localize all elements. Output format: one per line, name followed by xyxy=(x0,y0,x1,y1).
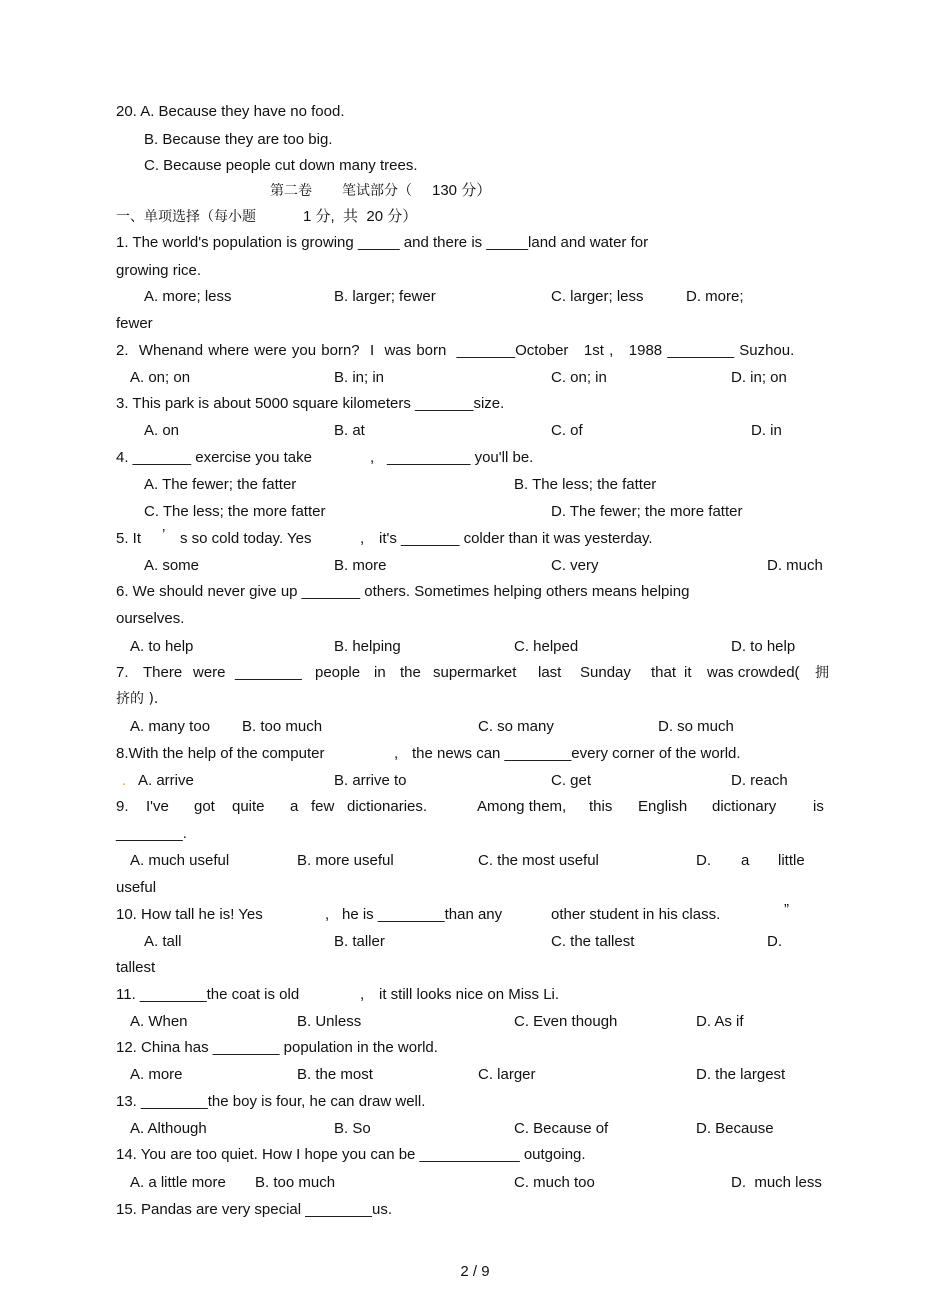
q13-option-d: D. Because xyxy=(696,1120,774,1137)
q5-option-a: A. some xyxy=(144,557,200,574)
q10-option-c: C. the tallest xyxy=(551,933,635,950)
q11-option-a: A. When xyxy=(130,1013,188,1030)
q4-stem-cont: __________ you'll be. xyxy=(387,449,534,466)
q6-stem: 6. We should never give up _______ others. Sometimes helping others means helping xyxy=(116,583,690,600)
q12-option-b: B. the most xyxy=(297,1066,373,1083)
q13-option-a: A. Although xyxy=(130,1120,207,1137)
q4-option-b: B. The less; the fatter xyxy=(514,476,657,493)
q11-stem-comma: , xyxy=(360,986,365,1003)
q9-word: English xyxy=(638,798,688,815)
q9-word: this xyxy=(589,798,613,815)
q1-option-d: D. more; xyxy=(686,288,744,305)
q15-stem: 15. Pandas are very special ________us. xyxy=(116,1201,393,1218)
q7-word: 拥 xyxy=(815,665,829,681)
q8-option-a: A. arrive xyxy=(138,772,194,789)
q10-stem-quote: ” xyxy=(784,901,789,918)
q8-stem-cont: the news can ________every corner of the world. xyxy=(412,745,741,762)
q1-option-b: B. larger; fewer xyxy=(334,288,436,305)
q5-stem-apostrophe: ’ xyxy=(162,526,166,543)
q7-word: that xyxy=(651,664,677,681)
q10-stem-end: other student in his class. xyxy=(551,906,721,923)
section-part-label: 第二卷 xyxy=(270,183,312,199)
q20-option-c: C. Because people cut down many trees. xyxy=(144,157,418,174)
q12-option-d: D. the largest xyxy=(696,1066,786,1083)
q11-option-d: D. As if xyxy=(696,1013,744,1030)
q7-stem-cont: 挤的 ). xyxy=(116,691,159,707)
q7-option-a: A. many too xyxy=(130,718,211,735)
q6-option-a: A. to help xyxy=(130,638,194,655)
q10-option-a: A. tall xyxy=(144,933,182,950)
q9-option-d-word: little xyxy=(778,852,805,869)
q13-option-b: B. So xyxy=(334,1120,371,1137)
q9-word: got xyxy=(194,798,215,815)
q7-word: last xyxy=(538,664,562,681)
q13-stem: 13. ________the boy is four, he can draw well. xyxy=(116,1093,426,1110)
q1-stem: 1. The world's population is growing _____ and there is _____land and water for xyxy=(116,234,649,251)
q11-option-b: B. Unless xyxy=(297,1013,362,1030)
q7-option-d: D. so much xyxy=(658,718,734,735)
q10-option-b: B. taller xyxy=(334,933,385,950)
q2-stem: 2. Whenand where were you born? I was born _______October 1st , 1988 ________ Suzhou. xyxy=(116,342,795,359)
q3-option-d: D. in xyxy=(751,422,782,439)
q14-option-a: A. a little more xyxy=(130,1174,226,1191)
q2-option-a: A. on; on xyxy=(130,369,191,386)
q3-stem: 3. This park is about 5000 square kilometers _______size. xyxy=(116,395,505,412)
q3-option-a: A. on xyxy=(144,422,180,439)
q7-word: supermarket xyxy=(433,664,517,681)
q9-word: is xyxy=(813,798,824,815)
q11-option-c: C. Even though xyxy=(514,1013,618,1030)
q9-option-a: A. much useful xyxy=(130,852,230,869)
q2-option-d: D. in; on xyxy=(731,369,787,386)
q5-option-c: C. very xyxy=(551,557,599,574)
q4-option-c: C. The less; the more fatter xyxy=(144,503,326,520)
q10-stem-comma: , xyxy=(325,906,330,923)
section-part-name: 笔试部分（ xyxy=(342,183,412,199)
q5-stem-cont: s so cold today. Yes xyxy=(180,530,312,547)
q8-option-c: C. get xyxy=(551,772,592,789)
q8-option-b: B. arrive to xyxy=(334,772,407,789)
q11-stem-cont: it still looks nice on Miss Li. xyxy=(379,986,560,1003)
q11-stem: 11. ________the coat is old xyxy=(116,986,300,1003)
q7-word: people xyxy=(315,664,361,681)
section-part-score: 130 分） xyxy=(432,182,492,199)
q3-option-c: C. of xyxy=(551,422,583,439)
q7-word: in xyxy=(374,664,386,681)
q20-option-b: B. Because they are too big. xyxy=(144,131,333,148)
q7-word: was crowded( xyxy=(707,664,800,681)
q10-option-d: D. xyxy=(767,933,782,950)
q10-stem: 10. How tall he is! Yes xyxy=(116,906,263,923)
q4-stem-comma: , xyxy=(370,449,375,466)
q9-stem-cont: ________. xyxy=(116,825,187,842)
q6-option-d: D. to help xyxy=(731,638,796,655)
q9-option-b: B. more useful xyxy=(297,852,394,869)
q4-option-d: D. The fewer; the more fatter xyxy=(551,503,743,520)
q12-stem: 12. China has ________ population in the world. xyxy=(116,1039,438,1056)
section-heading: 一、单项选择（每小题 xyxy=(116,209,256,225)
q1-option-a: A. more; less xyxy=(144,288,232,305)
q1-option-d-cont: fewer xyxy=(116,315,153,332)
section-heading-score: 1 分, 共 20 分） xyxy=(303,208,418,225)
q7-word: Sunday xyxy=(580,664,631,681)
q10-option-d-cont: tallest xyxy=(116,959,156,976)
q7-option-b: B. too much xyxy=(242,718,323,735)
q9-word: dictionary xyxy=(712,798,777,815)
q8-option-d: D. reach xyxy=(731,772,788,789)
q9-word: I've xyxy=(146,798,169,815)
q2-option-c: C. on; in xyxy=(551,369,607,386)
q7-word: it xyxy=(684,664,692,681)
q2-option-b: B. in; in xyxy=(334,369,385,386)
q7-word: There xyxy=(143,664,183,681)
q12-option-a: A. more xyxy=(130,1066,183,1083)
q5-stem-end: it's _______ colder than it was yesterday. xyxy=(379,530,653,547)
q7-word: the xyxy=(400,664,421,681)
q7-word: ________ xyxy=(235,664,302,681)
q6-option-c: C. helped xyxy=(514,638,579,655)
q1-stem-cont: growing rice. xyxy=(116,262,202,279)
q9-option-c: C. the most useful xyxy=(478,852,599,869)
q7-word: 7. xyxy=(116,664,129,681)
page-number: 2 / 9 xyxy=(460,1263,490,1280)
q12-option-c: C. larger xyxy=(478,1066,536,1083)
q4-option-a: A. The fewer; the fatter xyxy=(144,476,297,493)
q9-word: a xyxy=(290,798,299,815)
q13-option-c: C. Because of xyxy=(514,1120,609,1137)
q9-option-d-cont: useful xyxy=(116,879,157,896)
q5-stem: 5. It xyxy=(116,530,142,547)
q9-word: few xyxy=(311,798,335,815)
q3-option-b: B. at xyxy=(334,422,365,439)
q10-stem-cont: he is ________than any xyxy=(342,906,503,923)
q8-stem-comma: , xyxy=(394,745,399,762)
q9-option-d: D. xyxy=(696,852,711,869)
q14-option-b: B. too much xyxy=(255,1174,336,1191)
q14-option-c: C. much too xyxy=(514,1174,595,1191)
q8-stem: 8.With the help of the computer xyxy=(116,745,325,762)
q5-option-d: D. much xyxy=(767,557,823,574)
q6-option-b: B. helping xyxy=(334,638,401,655)
q4-stem: 4. _______ exercise you take xyxy=(116,449,312,466)
q1-option-c: C. larger; less xyxy=(551,288,644,305)
q5-stem-comma: , xyxy=(360,530,365,547)
q5-option-b: B. more xyxy=(334,557,387,574)
q14-option-d: D. much less xyxy=(731,1174,822,1191)
q6-stem-cont: ourselves. xyxy=(116,610,185,627)
q7-option-c: C. so many xyxy=(478,718,554,735)
q14-stem: 14. You are too quiet. How I hope you can be ____________ outgoing. xyxy=(116,1146,586,1163)
q9-word: dictionaries. xyxy=(347,798,428,815)
q7-word: were xyxy=(193,664,226,681)
q9-word: 9. xyxy=(116,798,129,815)
q20-option-a: 20. A. Because they have no food. xyxy=(116,103,345,120)
highlight-dot: . xyxy=(122,772,127,789)
q9-option-d-word: a xyxy=(741,852,750,869)
q9-word: Among them, xyxy=(477,798,567,815)
q9-word: quite xyxy=(232,798,265,815)
